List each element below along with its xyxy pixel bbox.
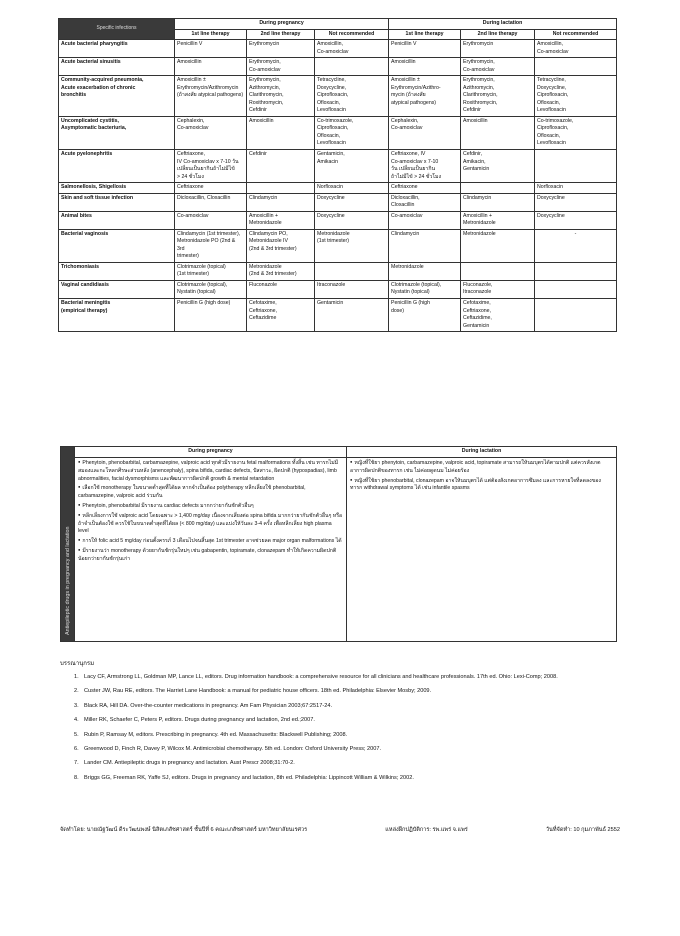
reference-text: Briggs GG, Freeman RK, Yaffe SJ, editors. Drugs in pregnancy and lactation, 8th ed. Philadelphia: Lippincott William & Wilkins; 2002. <box>84 774 414 781</box>
reference-number: 2. <box>74 688 79 695</box>
aed-pregnancy-cell <box>75 458 347 642</box>
pregnancy-bullet-list <box>78 459 343 564</box>
reference-text: Custer JW, Rau RE, editors. The Harriet Lane Handbook: a manual for pediatric house officers. 18th ed. Philadelphia: Elsevier Mosby; 2009. <box>84 688 432 695</box>
reference-text: Miller RK, Schaefer C, Peters P, editors. Drugs during pregnancy and lactation, 2nd ed.;2007. <box>84 717 315 724</box>
therapy-cell: Erythromycin, Co-amoxiclav <box>461 58 535 76</box>
therapy-cell: Co-trimoxazole, Ciprofloxacin, Ofloxacin, Levofloxacin <box>315 116 389 149</box>
reference-number: 5. <box>74 731 79 738</box>
table-row <box>59 262 617 280</box>
therapy-cell: Penicillin V <box>175 40 247 58</box>
reference-item <box>60 716 620 724</box>
therapy-cell: Co-trimoxazole, Ciprofloxacin, Ofloxacin, Levofloxacin <box>535 116 617 149</box>
reference-item <box>60 687 620 695</box>
group-header-pregnancy: During pregnancy <box>175 19 389 30</box>
therapy-cell <box>315 262 389 280</box>
bullet-item: ● Phenytoin, phenobarbital มีรายงาน cardiac defects มากกว่ายากันชักตัวอื่นๆ <box>78 502 343 511</box>
therapy-cell: Cephalexin, Co-amoxiclav <box>175 116 247 149</box>
subheader-3: 1st line therapy <box>389 29 461 40</box>
table-row <box>59 116 617 149</box>
bullet-item: ● Phenytoin, phenobarbital, carbamazepine, valproic acid ทุกตัวมีรายงาน fetal malformations ทั้งสิ้น เช่น ทารกไม่มีสมองและกะโหลกศีรษะส่วนหลัง (anencephaly), spina bifida, cardiac defects, ปัสสาวะ, ผิดปกติ (hypospadias), limb abnormalities, facial dysmorphisms และพัฒนาการผิดปกติ growth & mental retardation <box>78 459 343 483</box>
reference-item <box>60 673 620 681</box>
therapy-cell: Cefdinir <box>247 149 315 182</box>
reference-text: Rubin P, Ramsay M, editors. Prescribing in pregnancy. 4th ed. Massachusetts: Blackwell Publishing; 2008. <box>84 731 348 738</box>
reference-text: Lander CM. Antiepileptic drugs in pregnancy and lactation. Aust Prescr 2008;31:70-2. <box>84 760 295 767</box>
references-list <box>60 673 620 782</box>
therapy-cell: Ceftriaxone <box>175 183 247 194</box>
antiepileptic-table <box>60 446 617 642</box>
aed-lactation-cell <box>347 458 617 642</box>
therapy-cell: Amoxicillin <box>247 116 315 149</box>
reference-item <box>60 759 620 767</box>
infection-name: Vaginal candidiasis <box>59 280 175 298</box>
therapy-cell: Cephalexin, Co-amoxiclav <box>389 116 461 149</box>
therapy-cell: Metronidazole <box>389 262 461 280</box>
infection-name: Uncomplicated cystitis, Asymptomatic bacteriuria, <box>59 116 175 149</box>
subheader-4: 2nd line therapy <box>461 29 535 40</box>
therapy-cell: Ceftriaxone, IV Co-amoxiclav x 7-10 วัน เปลี่ยนเป็นยากิน ถ้าไม่มีไข้ > 24 ชั่วโมง <box>389 149 461 182</box>
therapy-cell: Clindamycin PO, Metronidazole IV (2nd & 3rd trimester) <box>247 229 315 262</box>
subheader-2: Not recommended <box>315 29 389 40</box>
therapy-cell: Ceftriaxone <box>389 183 461 194</box>
table-row <box>59 183 617 194</box>
antibiotics-table <box>58 18 617 332</box>
bullet-item: ● การให้ folic acid 5 mg/day ก่อนตั้งครรภ์ 3 เดือนไปจนสิ้นสุด 1st trimester อาจช่วยลด major organ malformations ได้ <box>78 537 343 546</box>
table-corner-header: Specific infections <box>59 19 175 40</box>
therapy-cell: Erythromycin, Azithromycin, Clarithromycin, Roxithromycin, Cefdinir <box>247 76 315 117</box>
group-header-lactation: During lactation <box>389 19 617 30</box>
bullet-item: ● หลีกเลี่ยงการใช้ valproic acid โดยเฉพาะ > 1,400 mg/day เนื่องจากเสี่ยงต่อ spina bifida มากกว่ายากันชักตัวอื่นๆ หรือถ้าจำเป็นต้องใช้ ควรใช้ในขนาดต่ำสุดที่ได้ผล (< 800 mg/day) และแบ่งให้วันละ 3-4 ครั้ง เพื่อหลีกเลี่ยง high plasma level <box>78 512 343 536</box>
therapy-cell: Metronidazole (2nd & 3rd trimester) <box>247 262 315 280</box>
therapy-cell <box>247 183 315 194</box>
table-row <box>59 193 617 211</box>
therapy-cell: Doxycycline <box>535 211 617 229</box>
bullet-item: ● หญิงที่ใช้ยา phenobarbital, clonazepam อาจให้นมบุตรได้ แต่ต้องสังเกตอาการซึมลง และการหายใจที่ลดลงของทารก withdrawal symptoms ได้ เช่น infantile spasms <box>350 477 613 494</box>
therapy-cell <box>461 262 535 280</box>
therapy-cell: Erythromycin, Azithromycin, Clarithromycin, Roxithromycin, Cefdinir <box>461 76 535 117</box>
therapy-cell: Metronidazole (1st trimester) <box>315 229 389 262</box>
infection-name: Animal bites <box>59 211 175 229</box>
lactation-bullet-list <box>350 459 613 493</box>
side-label: Antiepileptic drugs in pregnancy and lactation <box>65 526 71 635</box>
infection-name: Bacterial vaginosis <box>59 229 175 262</box>
therapy-cell: Norfloxacin <box>315 183 389 194</box>
therapy-cell: Doxycycline <box>535 193 617 211</box>
infection-name: Bacterial meningitis (empirical therapy) <box>59 299 175 332</box>
therapy-cell: Co-amoxiclav <box>175 211 247 229</box>
table-row <box>59 299 617 332</box>
bullet-item: ● มีรายงานว่า monotherapy ด้วยยากันชักรุ่นใหม่ๆ เช่น gabapentin, topiramate, clonazepam ทำให้เกิดความผิดปกติน้อยกว่ายากันชักรุ่นเก่า <box>78 547 343 564</box>
therapy-cell <box>535 149 617 182</box>
therapy-cell <box>535 262 617 280</box>
aed-header-pregnancy: During pregnancy <box>75 447 347 458</box>
therapy-cell: Penicillin G (high dose) <box>175 299 247 332</box>
therapy-cell: Erythromycin <box>461 40 535 58</box>
infection-name: Community-acquired pneumonia, Acute exacerbation of chronic bronchitis <box>59 76 175 117</box>
therapy-cell <box>535 280 617 298</box>
reference-number: 8. <box>74 774 79 781</box>
therapy-cell: Fluconazole, Itraconazole <box>461 280 535 298</box>
infection-name: Trichomoniasis <box>59 262 175 280</box>
therapy-cell: Cefotaxime, Ceftriaxone, Ceftazidime, Gentamicin <box>461 299 535 332</box>
therapy-cell: Amoxicillin ± Erythromycin/Azithro- mycin (ถ้าสงสัย atypical pathogens) <box>389 76 461 117</box>
therapy-cell: Erythromycin, Co-amoxiclav <box>247 58 315 76</box>
therapy-cell: Metronidazole <box>461 229 535 262</box>
bullet-item: ● เลือกใช้ monotherapy ในขนาดต่ำสุดที่ได้ผล หากจำเป็นต้อง polytherapy หลีกเลี่ยงใช้ phenobarbital, carbamazepine, valproic acid ร่วมกัน <box>78 484 343 501</box>
therapy-cell: Clindamycin <box>389 229 461 262</box>
therapy-cell: Dicloxacillin, Cloxacillin <box>389 193 461 211</box>
therapy-cell: Norfloxacin <box>535 183 617 194</box>
table-row <box>59 149 617 182</box>
therapy-cell: Clindamycin (1st trimester), Metronidazole PO (2nd & 3rd trimester) <box>175 229 247 262</box>
therapy-cell: Tetracycline, Doxycycline, Ciprofloxacin, Ofloxacin, Levofloxacin <box>315 76 389 117</box>
therapy-cell: Penicillin V <box>389 40 461 58</box>
footer-date: วันที่จัดทำ: 10 กุมภาพันธ์ 2552 <box>545 827 620 833</box>
reference-number: 6. <box>74 745 79 752</box>
therapy-cell: Clotrimazole (topical), Nystatin (topical) <box>389 280 461 298</box>
table-row <box>59 211 617 229</box>
therapy-cell: Cefotaxime, Ceftriaxone, Ceftazidime <box>247 299 315 332</box>
therapy-cell: Gentamicin <box>315 299 389 332</box>
subheader-1: 2nd line therapy <box>247 29 315 40</box>
reference-text: Black RA, Hill DA. Over-the-counter medications in pregnancy. Am Fam Physician 2003;67:2517-24. <box>84 702 333 709</box>
side-label-cell <box>61 447 75 642</box>
table-row <box>59 229 617 262</box>
reference-item <box>60 774 620 782</box>
references-title: บรรณานุกรม <box>60 661 95 667</box>
references-section <box>60 660 620 788</box>
therapy-cell: Amoxicillin, Co-amoxiclav <box>315 40 389 58</box>
reference-number: 1. <box>74 674 79 680</box>
therapy-cell: Cefdinir, Amikacin, Gentamicin <box>461 149 535 182</box>
infection-name: Skin and soft tissue infection <box>59 193 175 211</box>
therapy-cell: Penicillin G (high dose) <box>389 299 461 332</box>
therapy-cell: Amoxicillin + Metronidazole <box>247 211 315 229</box>
table-row <box>59 76 617 117</box>
reference-item <box>60 731 620 739</box>
therapy-cell <box>315 58 389 76</box>
table-row <box>59 58 617 76</box>
therapy-cell: Dicloxacillin, Cloxacillin <box>175 193 247 211</box>
therapy-cell: Amoxicillin <box>389 58 461 76</box>
therapy-cell: Amoxicillin, Co-amoxiclav <box>535 40 617 58</box>
therapy-cell: Doxycycline <box>315 193 389 211</box>
reference-text: Greenwood D, Finch R, Davey P, Wilcox M. Antimicrobial chemotherapy. 5th ed. London: Oxford University Press; 2007. <box>84 745 382 752</box>
bullet-item: ● หญิงที่ใช้ยา phenytoin, carbamazepine, valproic acid, topiramate สามารถให้นมบุตรได้ตามปกติ แต่ควรสังเกตอาการผิดปกติของทารก เช่น ไม่ค่อยดูดนม ไม่ค่อยร้อง <box>350 459 613 476</box>
therapy-cell: Tetracycline, Doxycycline, Ciprofloxacin, Ofloxacin, Levofloxacin <box>535 76 617 117</box>
therapy-cell: Itraconazole <box>315 280 389 298</box>
reference-number: 7. <box>74 760 79 767</box>
table-row <box>59 280 617 298</box>
footer-site: แหล่งฝึกปฏิบัติการ: รพ.แพร่ จ.แพร่ <box>385 827 468 833</box>
therapy-cell: Clotrimazole (topical), Nystatin (topical) <box>175 280 247 298</box>
therapy-cell: Gentamicin, Amikacin <box>315 149 389 182</box>
subheader-0: 1st line therapy <box>175 29 247 40</box>
infection-name: Acute bacterial sinusitis <box>59 58 175 76</box>
therapy-cell: Clotrimazole (topical) (1st trimester) <box>175 262 247 280</box>
therapy-cell: Fluconazole <box>247 280 315 298</box>
reference-number: 4. <box>74 717 79 724</box>
reference-text: Lacy CF, Armstrong LL, Goldman MP, Lance LL, editors. Drug information handbook: a comprehensive resource for all clinicians and healthcare professionals. 17th ed. Ohio: Lexi-Comp; 2008. <box>84 674 558 680</box>
therapy-cell: Co-amoxiclav <box>389 211 461 229</box>
footer-author: จัดทำโดย: นายณัฐวัฒน์ ดีระวัฒนพงษ์ นิสิตเภสัชศาสตร์ ชั้นปีที่ 6 คณะเภสัชศาสตร์ มหาวิทยาลัยนเรศวร <box>60 827 308 833</box>
therapy-cell: Erythromycin <box>247 40 315 58</box>
therapy-cell <box>461 183 535 194</box>
antibiotics-table-body <box>59 40 617 332</box>
therapy-cell: Doxycycline <box>315 211 389 229</box>
table-row <box>59 40 617 58</box>
infection-name: Acute bacterial pharyngitis <box>59 40 175 58</box>
therapy-cell <box>535 58 617 76</box>
footer <box>60 826 620 834</box>
therapy-cell: Amoxicillin + Metronidazole <box>461 211 535 229</box>
therapy-cell: - <box>535 229 617 262</box>
reference-item <box>60 702 620 710</box>
therapy-cell: Clindamycin <box>461 193 535 211</box>
therapy-cell: Amoxicillin ± Erythromycin/Azithromycin (ถ้าสงสัย atypical pathogens) <box>175 76 247 117</box>
therapy-cell: Amoxicillin <box>175 58 247 76</box>
therapy-cell: Ceftriaxone, IV Co-amoxiclav x 7-10 วัน เปลี่ยนเป็นยากินถ้าไม่มีไข้ > 24 ชั่วโมง <box>175 149 247 182</box>
reference-item <box>60 745 620 753</box>
therapy-cell: Amoxicillin <box>461 116 535 149</box>
infection-name: Salmonellosis, Shigellosis <box>59 183 175 194</box>
therapy-cell: Clindamycin <box>247 193 315 211</box>
subheader-5: Not recommended <box>535 29 617 40</box>
reference-number: 3. <box>74 702 79 709</box>
aed-header-lactation: During lactation <box>347 447 617 458</box>
therapy-cell <box>535 299 617 332</box>
infection-name: Acute pyelonephritis <box>59 149 175 182</box>
